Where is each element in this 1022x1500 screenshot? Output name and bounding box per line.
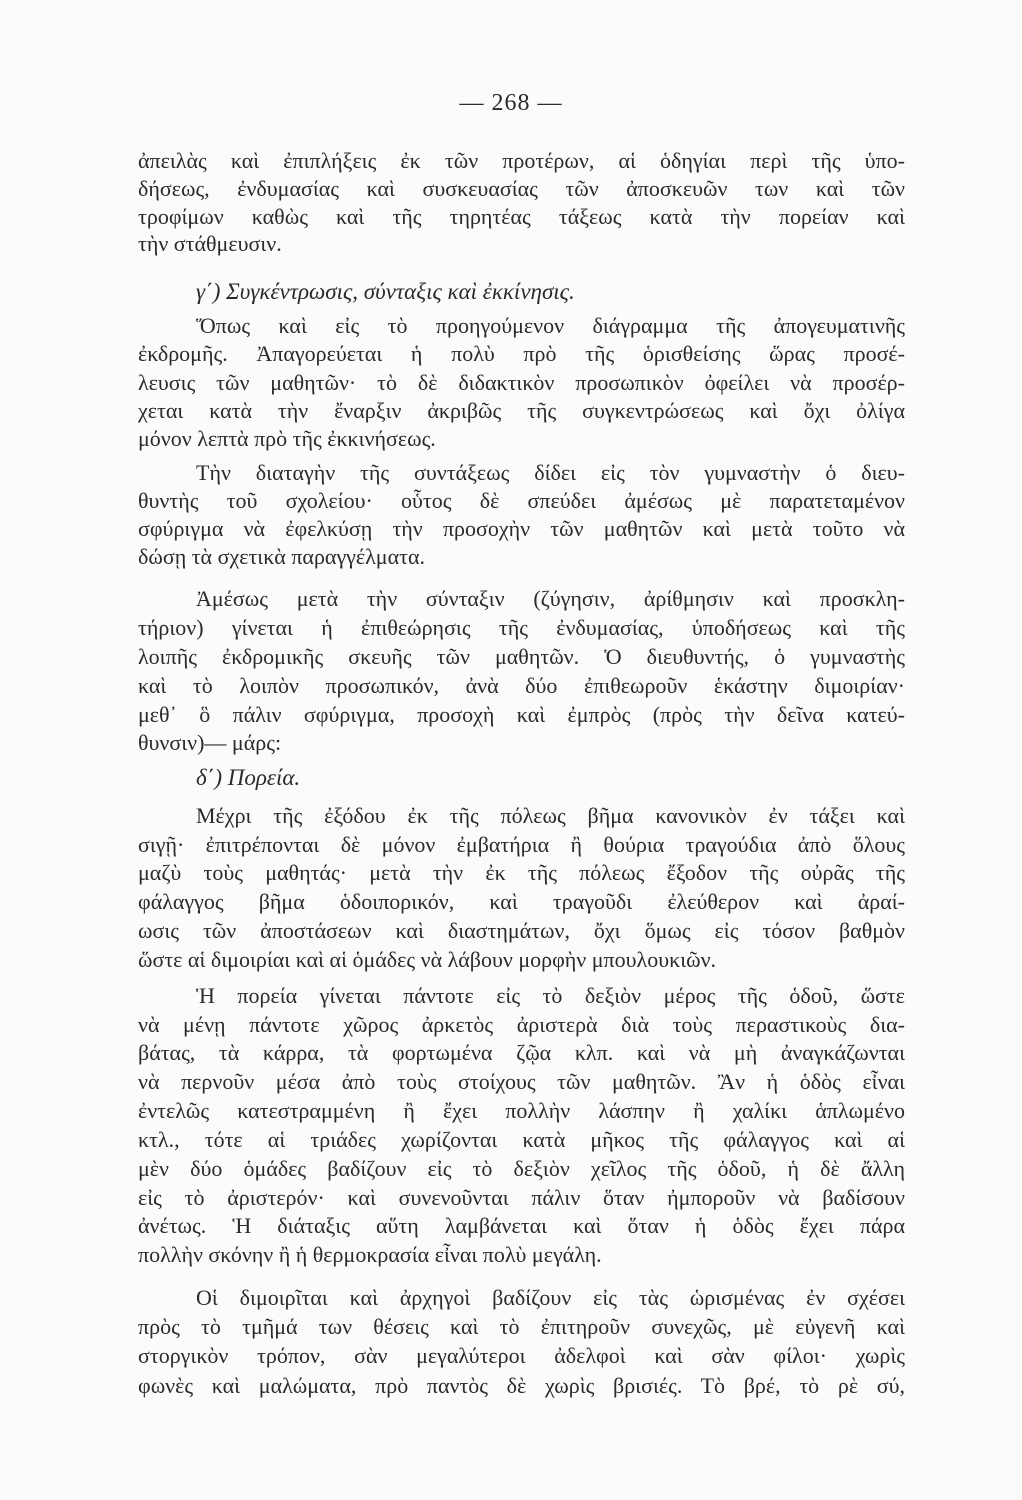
text-line: ἐκδρομῆς. Ἀπαγορεύεται ἡ πολὺ πρὸ τῆς ὁρισθείσης ὥρας προσέ-	[138, 341, 905, 366]
text-line: δήσεως, ἐνδυμασίας καὶ συσκευασίας τῶν ἀποσκευῶν των καὶ τῶν	[138, 176, 905, 201]
text-line: δώσῃ τὰ σχετικὰ παραγγέλματα.	[138, 544, 425, 569]
text-line: τὴν στάθμευσιν.	[138, 231, 282, 256]
text-line: μεθ᾽ ὃ πάλιν σφύριγμα, προσοχὴ καὶ ἐμπρὸς (πρὸς τὴν δεῖνα κατεύ-	[138, 702, 905, 727]
text-line: τήριον) γίνεται ἡ ἐπιθεώρησις τῆς ἐνδυμασίας, ὑποδήσεως καὶ τῆς	[138, 615, 905, 640]
text-line: εἰς τὸ ἀριστερόν· καὶ συνενοῦνται πάλιν ὅταν ἠμποροῦν νὰ βαδίσουν	[138, 1185, 905, 1210]
text-line: σφύριγμα νὰ ἐφελκύσῃ τὴν προσοχὴν τῶν μαθητῶν καὶ μετὰ τοῦτο νὰ	[138, 516, 905, 541]
text-line: φωνὲς καὶ μαλώματα, πρὸ παντὸς δὲ χωρὶς βρισιές. Τὸ βρέ, τὸ ρὲ σύ,	[138, 1373, 905, 1398]
section-heading-c: γ΄) Συγκέντρωσις, σύνταξις καὶ ἐκκίνησις.	[196, 279, 575, 304]
text-line: τροφίμων καθὼς καὶ τῆς τηρητέας τάξεως κατὰ τὴν πορείαν καὶ	[138, 204, 905, 229]
text-line: σιγῇ· ἐπιτρέπονται δὲ μόνον ἐμβατήρια ἢ θούρια τραγούδια ἀπὸ ὅλους	[138, 832, 905, 857]
text-line: πολλὴν σκόνην ἢ ἡ θερμοκρασία εἶναι πολὺ μεγάλη.	[138, 1242, 602, 1267]
text-line: ωσις τῶν ἀποστάσεων καὶ διαστημάτων, ὄχι ὅμως εἰς τόσον βαθμὸν	[138, 918, 905, 943]
text-line: χεται κατὰ τὴν ἔναρξιν ἀκριβῶς τῆς συγκεντρώσεως καὶ ὄχι ὀλίγα	[138, 398, 905, 423]
text-line: πρὸς τὸ τμῆμά των θέσεις καὶ τὸ ἐπιτηροῦν συνεχῶς, μὲ εὐγενῆ καὶ	[138, 1314, 905, 1339]
text-line: λευσις τῶν μαθητῶν· τὸ δὲ διδακτικὸν προσωπικὸν ὀφείλει νὰ προσέρ-	[138, 370, 905, 395]
text-line: Τὴν διαταγὴν τῆς συντάξεως δίδει εἰς τὸν γυμναστὴν ὁ διευ-	[196, 460, 905, 485]
text-line: ἐντελῶς κατεστραμμένη ἢ ἔχει πολλὴν λάσπην ἢ χαλίκι ἁπλωμένο	[138, 1098, 905, 1123]
section-heading-d: δ΄) Πορεία.	[196, 765, 301, 790]
text-line: στοργικὸν τρόπον, σὰν μεγαλύτεροι ἀδελφοὶ καὶ σὰν φίλοι· χωρὶς	[138, 1343, 905, 1368]
text-line: νὰ μένῃ πάντοτε χῶρος ἀρκετὸς ἀριστερὰ διὰ τοὺς περαστικοὺς δια-	[138, 1012, 905, 1037]
page-number: — 268 —	[459, 90, 563, 116]
text-line: μαζὺ τοὺς μαθητάς· μετὰ τὴν ἐκ τῆς πόλεως ἔξοδον τῆς οὐρᾶς τῆς	[138, 860, 905, 885]
text-line: νὰ περνοῦν μέσα ἀπὸ τοὺς στοίχους τῶν μαθητῶν. Ἂν ἡ ὁδὸς εἶναι	[138, 1069, 905, 1094]
text-line: θυντὴς τοῦ σχολείου· οὗτος δὲ σπεύδει ἀμέσως μὲ παρατεταμένον	[138, 488, 905, 513]
text-line: ὥστε αἱ διμοιρίαι καὶ αἱ ὁμάδες νὰ λάβουν μορφὴν μπουλουκιῶν.	[138, 947, 717, 972]
text-line: Οἱ διμοιρῖται καὶ ἀρχηγοὶ βαδίζουν εἰς τὰς ὡρισμένας ἐν σχέσει	[196, 1285, 905, 1310]
text-line: θυνσιν)— μάρς:	[138, 730, 282, 755]
text-line: Ὅπως καὶ εἰς τὸ προηγούμενον διάγραμμα τῆς ἀπογευματινῆς	[196, 313, 905, 338]
text-line: φάλαγγος βῆμα ὁδοιπορικόν, καὶ τραγοῦδι ἐλεύθερον καὶ ἀραί-	[138, 889, 905, 914]
text-line: λοιπῆς ἐκδρομικῆς σκευῆς τῶν μαθητῶν. Ὁ διευθυντής, ὁ γυμναστὴς	[138, 644, 905, 669]
text-line: Ἀμέσως μετὰ τὴν σύνταξιν (ζύγησιν, ἀρίθμησιν καὶ προσκλη-	[196, 586, 905, 611]
text-line: ἀπειλὰς καὶ ἐπιπλήξεις ἐκ τῶν προτέρων, αἱ ὁδηγίαι περὶ τῆς ὑπο-	[138, 148, 905, 173]
text-line: μὲν δύο ὁμάδες βαδίζουν εἰς τὸ δεξιὸν χεῖλος τῆς ὁδοῦ, ἡ δὲ ἄλλη	[138, 1156, 905, 1181]
text-line: βάτας, τὰ κάρρα, τὰ φορτωμένα ζῷα κλπ. καὶ νὰ μὴ ἀναγκάζωνται	[138, 1040, 905, 1065]
text-line: Μέχρι τῆς ἐξόδου ἐκ τῆς πόλεως βῆμα κανονικὸν ἐν τάξει καὶ	[196, 803, 905, 828]
text-line: κτλ., τότε αἱ τριάδες χωρίζονται κατὰ μῆκος τῆς φάλαγγος καὶ αἱ	[138, 1127, 905, 1152]
text-line: Ἡ πορεία γίνεται πάντοτε εἰς τὸ δεξιὸν μέρος τῆς ὁδοῦ, ὥστε	[196, 983, 905, 1008]
text-line: καὶ τὸ λοιπὸν προσωπικόν, ἀνὰ δύο ἐπιθεωροῦν ἑκάστην διμοιρίαν·	[138, 673, 905, 698]
text-line: ἀνέτως. Ἡ διάταξις αὕτη λαμβάνεται καὶ ὅταν ἡ ὁδὸς ἔχει πάρα	[138, 1213, 905, 1238]
text-line: μόνον λεπτὰ πρὸ τῆς ἐκκινήσεως.	[138, 426, 436, 451]
